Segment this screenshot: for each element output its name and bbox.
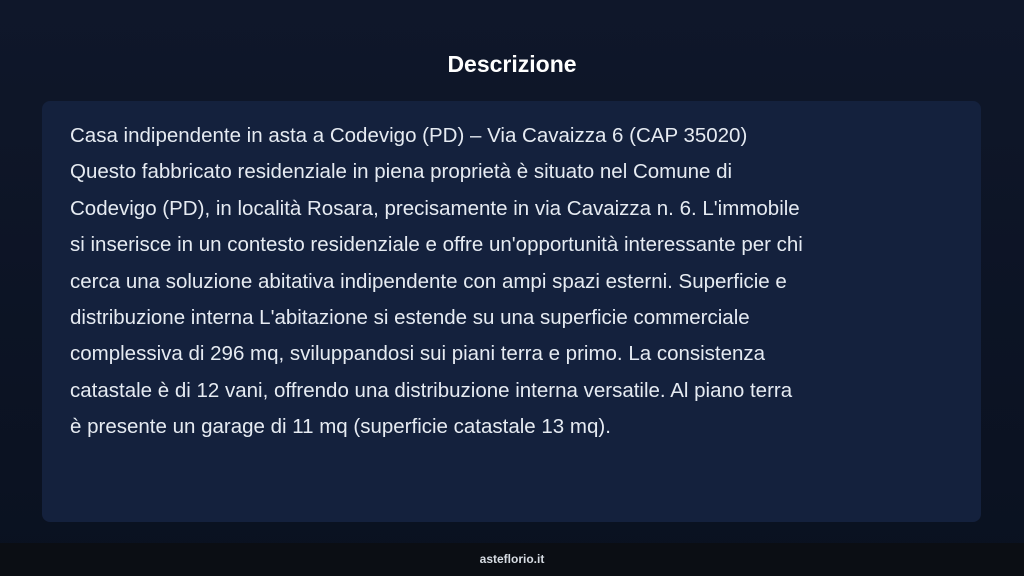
page-title: Descrizione <box>447 51 577 77</box>
footer-bar <box>0 543 1024 576</box>
description-card <box>42 101 981 522</box>
footer-site-label: asteflorio.it <box>479 552 545 566</box>
description-text: Casa indipendente in asta a Codevigo (PD) – Via Cavaizza 6 (CAP 35020) Questo fabbricato residenziale in piena proprietà è situato nel Comune di Codevigo (PD), in località Rosara, precisamente in via Cavaizza n. 6. L'immobile si inserisce in un contesto residenziale e offre un'opportunità interessante per chi cerca una soluzione abitativa indipendente con ampi spazi esterni. Superficie e distribuzione interna L'abitazione si estende su una superficie commerciale complessiva di 296 mq, sviluppandosi sui piani terra e primo. La consistenza catastale è di 12 vani, offrendo una distribuzione interna versatile. Al piano terra è presente un garage di 11 mq (superficie catastale 13 mq). <box>70 124 803 439</box>
